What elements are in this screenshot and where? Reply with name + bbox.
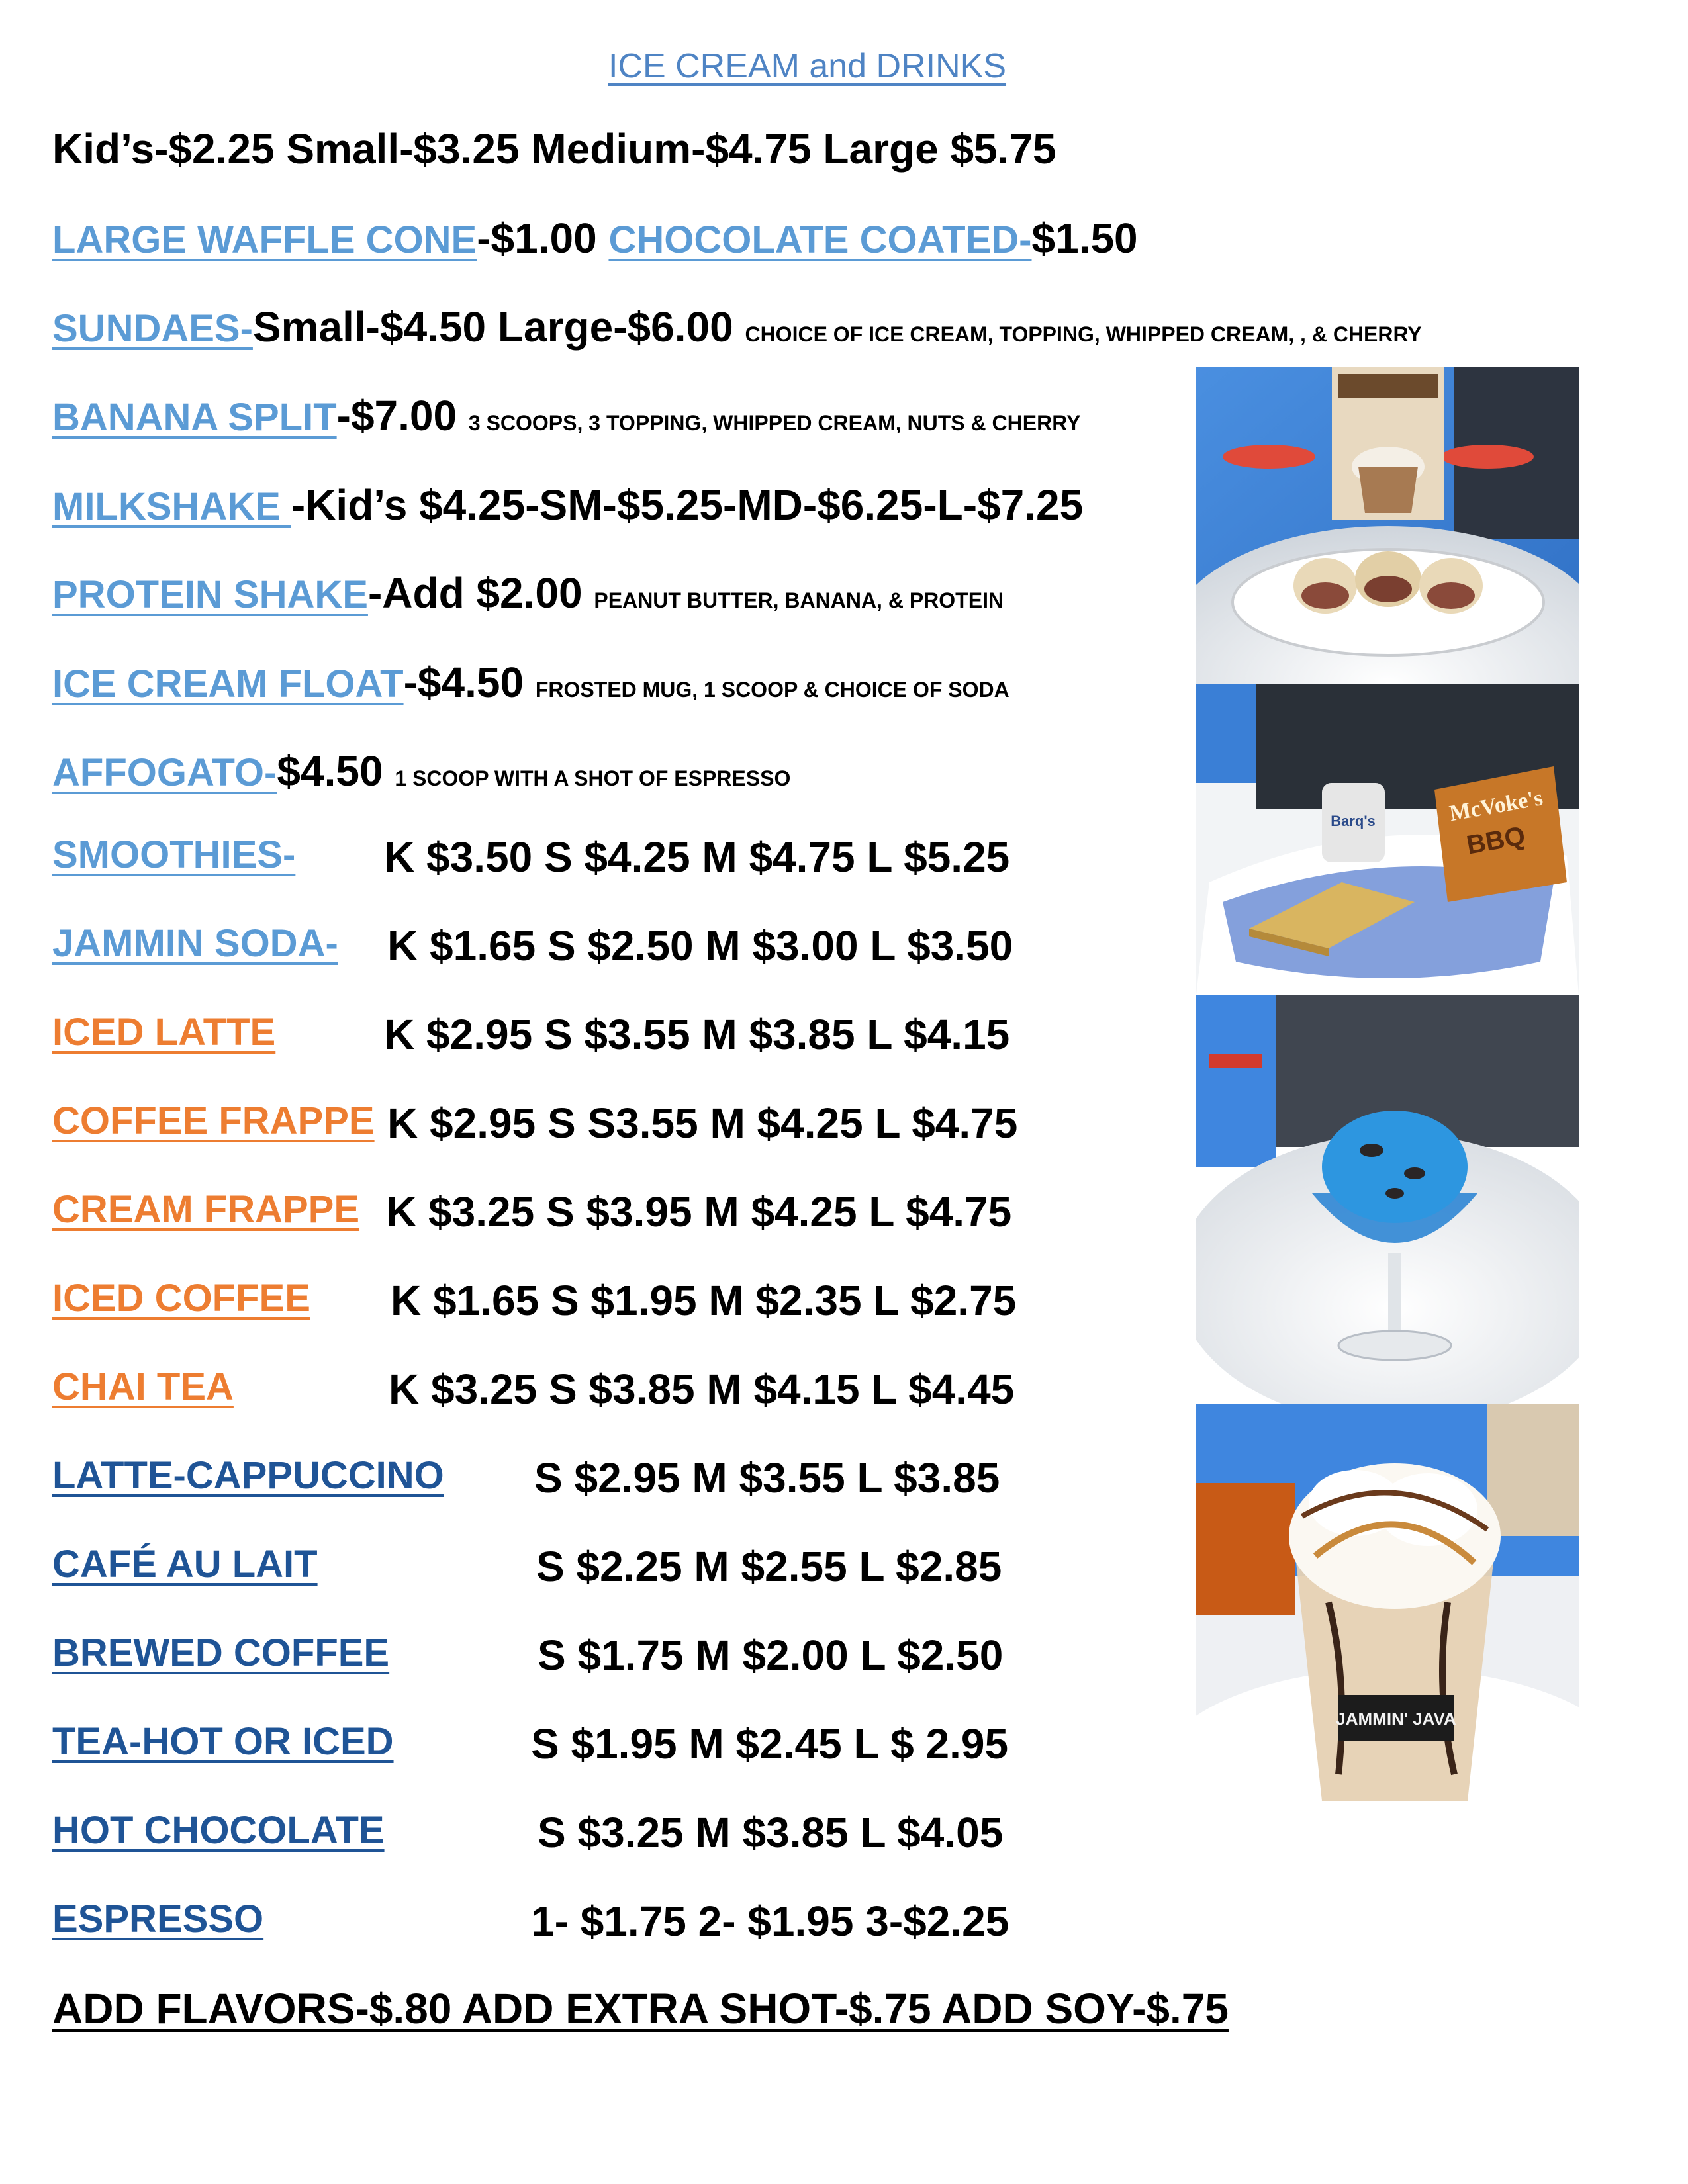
menu-row-label: JAMMIN SODA- [52, 922, 338, 965]
menu-row-latte-cappuccino [52, 1454, 1178, 1503]
page-title: ICE CREAM and DRINKS [608, 47, 1007, 85]
banana-split-note: 3 SCOOPS, 3 TOPPING, WHIPPED CREAM, NUTS & CHERRY [468, 411, 1081, 435]
menu-row-coffee-frappe [52, 1099, 1178, 1148]
menu-row-label: TEA-HOT OR ICED [52, 1720, 394, 1763]
affogato-label: AFFOGATO- [52, 751, 277, 794]
menu-row-price: K $3.50 S $4.25 M $4.75 L $5.25 [384, 833, 1010, 881]
waffle-cone-label: LARGE WAFFLE CONE [52, 218, 477, 261]
menu-row-label: HOT CHOCOLATE [52, 1809, 385, 1852]
menu-row-jammin-soda [52, 922, 1178, 971]
menu-row-label: COFFEE FRAPPE [52, 1099, 375, 1142]
menu-row-price: S $2.25 M $2.55 L $2.85 [536, 1543, 1002, 1590]
float-note: FROSTED MUG, 1 SCOOP & CHOICE OF SODA [535, 678, 1009, 702]
protein-shake-row [52, 569, 1004, 617]
protein-shake-label: PROTEIN SHAKE [52, 573, 368, 616]
menu-row-label: ICED LATTE [52, 1011, 276, 1054]
photo-sandwich-chips [1196, 684, 1579, 995]
protein-shake-note: PEANUT BUTTER, BANANA, & PROTEIN [594, 588, 1004, 612]
float-label: ICE CREAM FLOAT [52, 662, 404, 705]
affogato-price: $4.50 [277, 747, 395, 795]
affogato-row [52, 747, 791, 795]
sundaes-note: CHOICE OF ICE CREAM, TOPPING, WHIPPED CREAM, , & CHERRY [745, 322, 1422, 346]
float-price: -$4.50 [403, 659, 536, 706]
menu-row-price: K $1.65 S $1.95 M $2.35 L $2.75 [391, 1277, 1017, 1324]
menu-row-brewed-coffee [52, 1631, 1178, 1680]
menu-row-iced-latte [52, 1013, 1178, 1060]
menu-row-label: BREWED COFFEE [52, 1631, 390, 1674]
chocolate-coated-price: $1.50 [1031, 214, 1138, 262]
milkshake-label: MILKSHAKE [52, 485, 291, 528]
milkshake-row [52, 481, 1084, 529]
waffle-row [52, 214, 1138, 262]
protein-shake-price: -Add $2.00 [367, 569, 594, 617]
affogato-note: 1 SCOOP WITH A SHOT OF ESPRESSO [395, 766, 791, 790]
menu-row-label: LATTE-CAPPUCCINO [52, 1454, 444, 1497]
menu-row-cafe-au-lait [52, 1545, 1178, 1592]
float-row [52, 661, 1009, 704]
milkshake-price: -Kid’s $4.25-SM-$5.25-MD-$6.25-L-$7.25 [291, 481, 1084, 529]
menu-row-label: ICED COFFEE [52, 1277, 310, 1320]
menu-row-price: S $3.25 M $3.85 L $4.05 [538, 1809, 1004, 1856]
sizes-line: Kid’s-$2.25 Small-$3.25 Medium-$4.75 Large $5.75 [52, 125, 1056, 173]
menu-row-smoothies [52, 833, 1178, 882]
sundaes-row [52, 303, 1422, 351]
menu-row-price: K $2.95 S S3.55 M $4.25 L $4.75 [387, 1099, 1018, 1147]
menu-row-price: S $2.95 M $3.55 L $3.85 [534, 1454, 1000, 1502]
menu-row-espresso [52, 1897, 1178, 1946]
chips-brand-text: McVoke's [1447, 786, 1545, 827]
menu-row-label: ESPRESSO [52, 1897, 264, 1940]
menu-row-iced-coffee [52, 1279, 1178, 1326]
menu-row-label: CHAI TEA [52, 1365, 234, 1408]
menu-row-price: S $1.75 M $2.00 L $2.50 [538, 1631, 1004, 1679]
menu-row-cream-frappe [52, 1188, 1178, 1237]
menu-row-label: SMOOTHIES- [52, 833, 296, 876]
menu-row-label: CREAM FRAPPE [52, 1188, 360, 1231]
waffle-cone-price: -$1.00 [477, 214, 609, 262]
photo-frappe-cup [1196, 1404, 1579, 1819]
banana-split-label: BANANA SPLIT [52, 396, 337, 439]
cup-brand-text: JAMMIN' JAVA [1336, 1709, 1456, 1729]
menu-row-chai-tea [52, 1365, 1178, 1414]
menu-row-price: K $3.25 S $3.85 M $4.15 L $4.45 [389, 1365, 1015, 1413]
sundaes-label: SUNDAES- [52, 307, 253, 350]
sundaes-price: Small-$4.50 Large-$6.00 [252, 303, 745, 351]
menu-row-price: K $3.25 S $3.95 M $4.25 L $4.75 [386, 1188, 1012, 1236]
add-ons-footer: ADD FLAVORS-$.80 ADD EXTRA SHOT-$.75 ADD SOY-$.75 [52, 1985, 1229, 2032]
banana-split-row [52, 394, 1080, 437]
svg-text:Barq's: Barq's [1331, 813, 1376, 829]
photo-blue-ice-cream [1196, 995, 1579, 1404]
chips-flavor-text: BBQ [1464, 821, 1528, 860]
banana-split-price: -$7.00 [336, 392, 469, 439]
photo-coffee-pastries [1196, 367, 1579, 684]
menu-row-hot-chocolate [52, 1811, 1178, 1858]
menu-row-tea [52, 1720, 1178, 1769]
menu-row-price: K $2.95 S $3.55 M $3.85 L $4.15 [384, 1011, 1010, 1058]
menu-row-price: 1- $1.75 2- $1.95 3-$2.25 [531, 1897, 1009, 1945]
menu-row-price: S $1.95 M $2.45 L $ 2.95 [531, 1720, 1009, 1768]
chocolate-coated-label: CHOCOLATE COATED- [608, 218, 1032, 261]
menu-row-price: K $1.65 S $2.50 M $3.00 L $3.50 [387, 922, 1013, 970]
menu-row-label: CAFÉ AU LAIT [52, 1543, 318, 1586]
